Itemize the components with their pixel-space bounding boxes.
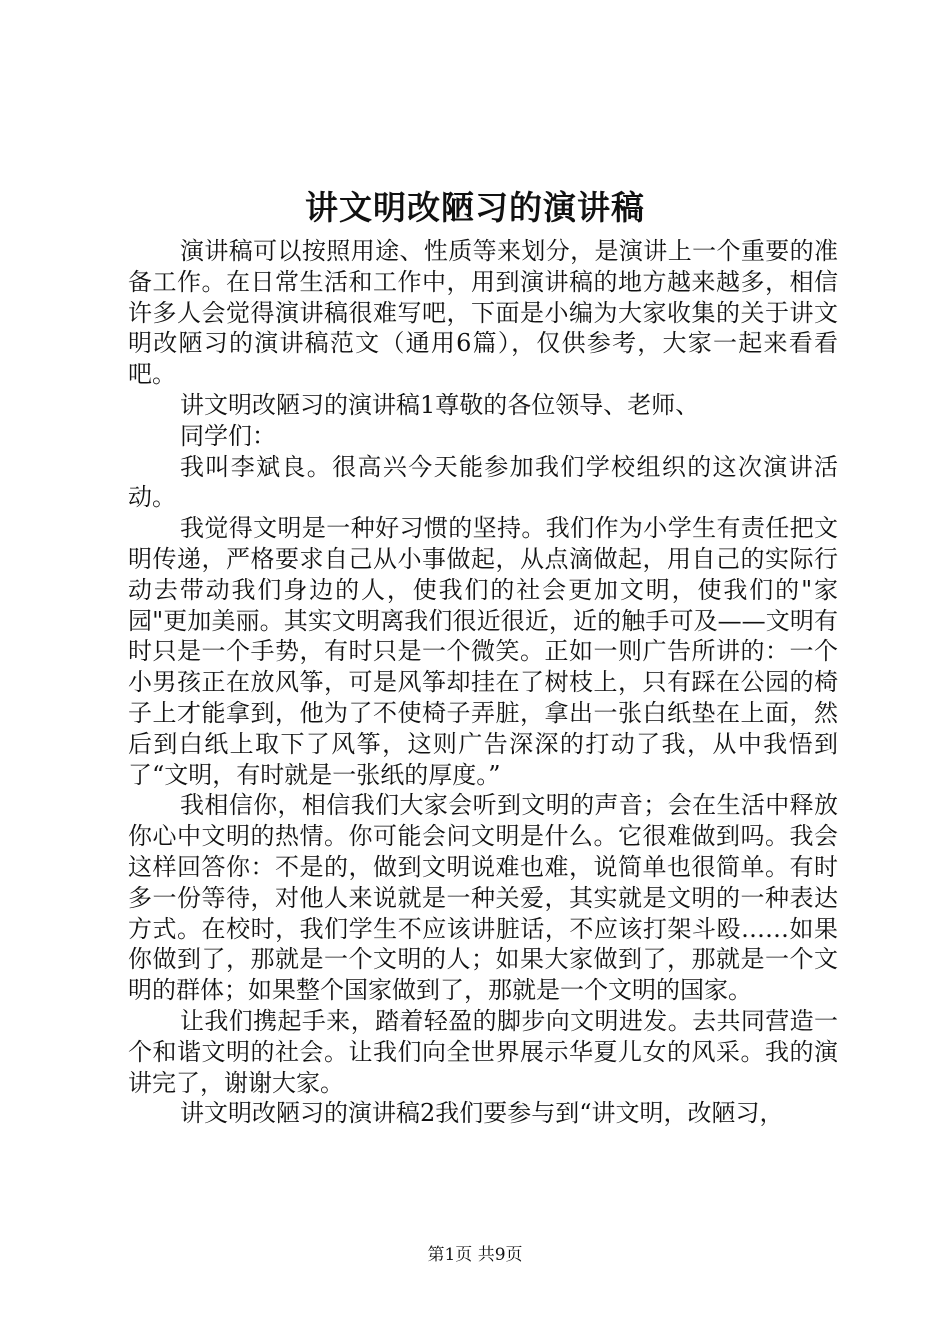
document-title: 讲文明改陋习的演讲稿 [305, 188, 645, 227]
paragraph-intro: 演讲稿可以按照用途、性质等来划分，是演讲上一个重要的准备工作。在日常生活和工作中，用到演讲稿的地方越来越多，相信许多人会觉得演讲稿很难写吧，下面是小编为大家收集的关于讲文明改陋习的演讲稿范文（通用6篇），仅供参考，大家一起来看看吧。 [128, 237, 838, 389]
paragraph-self-intro: 我叫李斌良。很高兴今天能参加我们学校组织的这次演讲活动。 [128, 452, 838, 512]
paragraph-believe-you: 我相信你，相信我们大家会听到文明的声音；会在生活中释放你心中文明的热情。你可能会问文明是什么。它很难做到吗。我会这样回答你：不是的，做到文明说难也难，说简单也很简单。有时多一份等待，对他人来说就是一种关爱，其实就是文明的一种表达方式。在校时，我们学生不应该讲脏话，不应该打架斗殴……如果你做到了，那就是一个文明的人；如果大家做到了，那就是一个文明的群体；如果整个国家做到了，那就是一个文明的国家。 [128, 791, 838, 1005]
paragraph-civility-habit: 我觉得文明是一种好习惯的坚持。我们作为小学生有责任把文明传递，严格要求自己从小事做起，从点滴做起，用自己的实际行动去带动我们身边的人，使我们的社会更加文明，使我们的"家园"更加美丽。其实文明离我们很近很近，近的触手可及——文明有时只是一个手势，有时只是一个微笑。正如一则广告所讲的：一个小男孩正在放风筝，可是风筝却挂在了树枝上，只有踩在公园的椅子上才能拿到，他为了不使椅子弄脏，拿出一张白纸垫在上面，然后到白纸上取下了风筝，这则广告深深的打动了我，从中我悟到了“文明，有时就是一张纸的厚度。” [128, 514, 838, 789]
document-body [128, 236, 838, 1129]
page-footer: 第1页 共9页 [427, 1245, 523, 1265]
paragraph-speech2-start: 讲文明改陋习的演讲稿2我们要参与到“讲文明，改陋习， [180, 1099, 784, 1128]
paragraph-speech1-heading: 讲文明改陋习的演讲稿1尊敬的各位领导、老师、 [180, 390, 700, 419]
paragraph-salutation: 同学们： [180, 421, 276, 450]
paragraph-closing: 让我们携起手来，踏着轻盈的脚步向文明进发。去共同营造一个和谐文明的社会。让我们向全世界展示华夏儿女的风采。我的演讲完了，谢谢大家。 [128, 1006, 838, 1097]
